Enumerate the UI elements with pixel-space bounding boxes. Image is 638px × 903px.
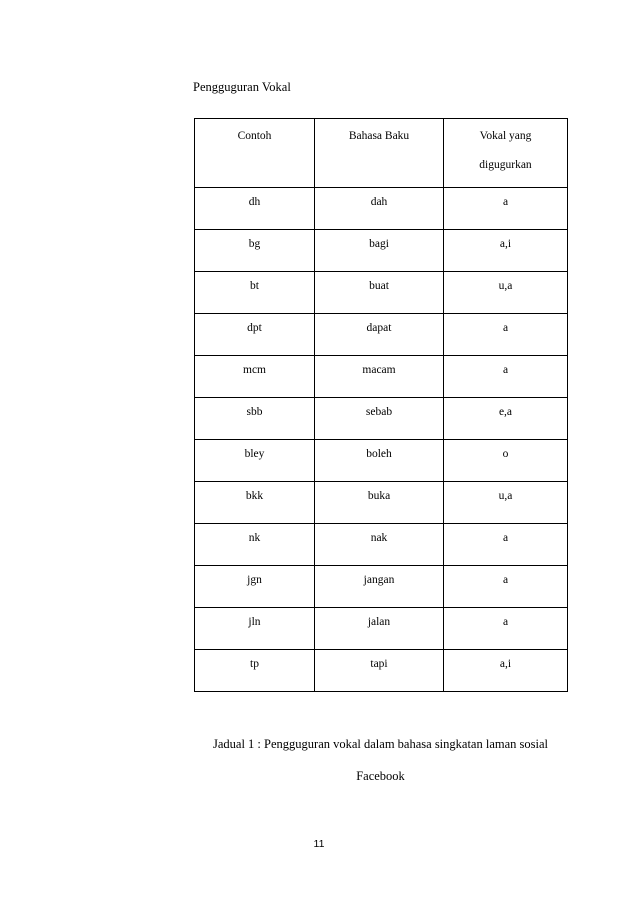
cell-contoh: bt [195,272,315,314]
cell-contoh: sbb [195,398,315,440]
cell-bahasa-baku: boleh [315,440,444,482]
header-contoh: Contoh [195,119,315,188]
cell-vokal: a [444,188,568,230]
cell-contoh: mcm [195,356,315,398]
cell-contoh: dh [195,188,315,230]
cell-vokal: a [444,608,568,650]
table-row [195,524,568,566]
cell-bahasa-baku: tapi [315,650,444,692]
table-header-row [195,119,568,188]
table-row [195,188,568,230]
vowel-deletion-table [194,118,568,692]
cell-bahasa-baku: jangan [315,566,444,608]
caption-line2: Facebook [356,769,405,783]
table-row [195,356,568,398]
cell-contoh: nk [195,524,315,566]
cell-bahasa-baku: bagi [315,230,444,272]
cell-vokal: a [444,356,568,398]
caption-line1: Jadual 1 : Pengguguran vokal dalam bahasa singkatan laman sosial [213,737,548,751]
cell-bahasa-baku: dapat [315,314,444,356]
cell-vokal: a [444,524,568,566]
cell-bahasa-baku: jalan [315,608,444,650]
cell-vokal: a [444,566,568,608]
cell-vokal: a,i [444,650,568,692]
table-row [195,608,568,650]
cell-bahasa-baku: macam [315,356,444,398]
cell-bahasa-baku: sebab [315,398,444,440]
header-vokal-digugurkan [444,119,568,188]
table-row [195,398,568,440]
cell-bahasa-baku: dah [315,188,444,230]
table-row [195,482,568,524]
cell-vokal: a,i [444,230,568,272]
header-vokal-line2: digugurkan [479,159,532,171]
cell-vokal: e,a [444,398,568,440]
cell-vokal: u,a [444,272,568,314]
cell-contoh: bley [195,440,315,482]
cell-vokal: a [444,314,568,356]
cell-bahasa-baku: buat [315,272,444,314]
cell-contoh: dpt [195,314,315,356]
table-row [195,272,568,314]
cell-bahasa-baku: buka [315,482,444,524]
cell-contoh: jln [195,608,315,650]
cell-bahasa-baku: nak [315,524,444,566]
page-number: 11 [313,838,325,850]
section-heading: Pengguguran Vokal [193,80,291,94]
header-vokal-line1: Vokal yang [479,130,532,142]
table-row [195,230,568,272]
header-bahasa-baku: Bahasa Baku [315,119,444,188]
table-row [195,650,568,692]
cell-contoh: bg [195,230,315,272]
cell-vokal: o [444,440,568,482]
table-row [195,566,568,608]
cell-contoh: tp [195,650,315,692]
table-caption [194,728,567,792]
cell-contoh: jgn [195,566,315,608]
table-row [195,314,568,356]
cell-vokal: u,a [444,482,568,524]
table-row [195,440,568,482]
cell-contoh: bkk [195,482,315,524]
